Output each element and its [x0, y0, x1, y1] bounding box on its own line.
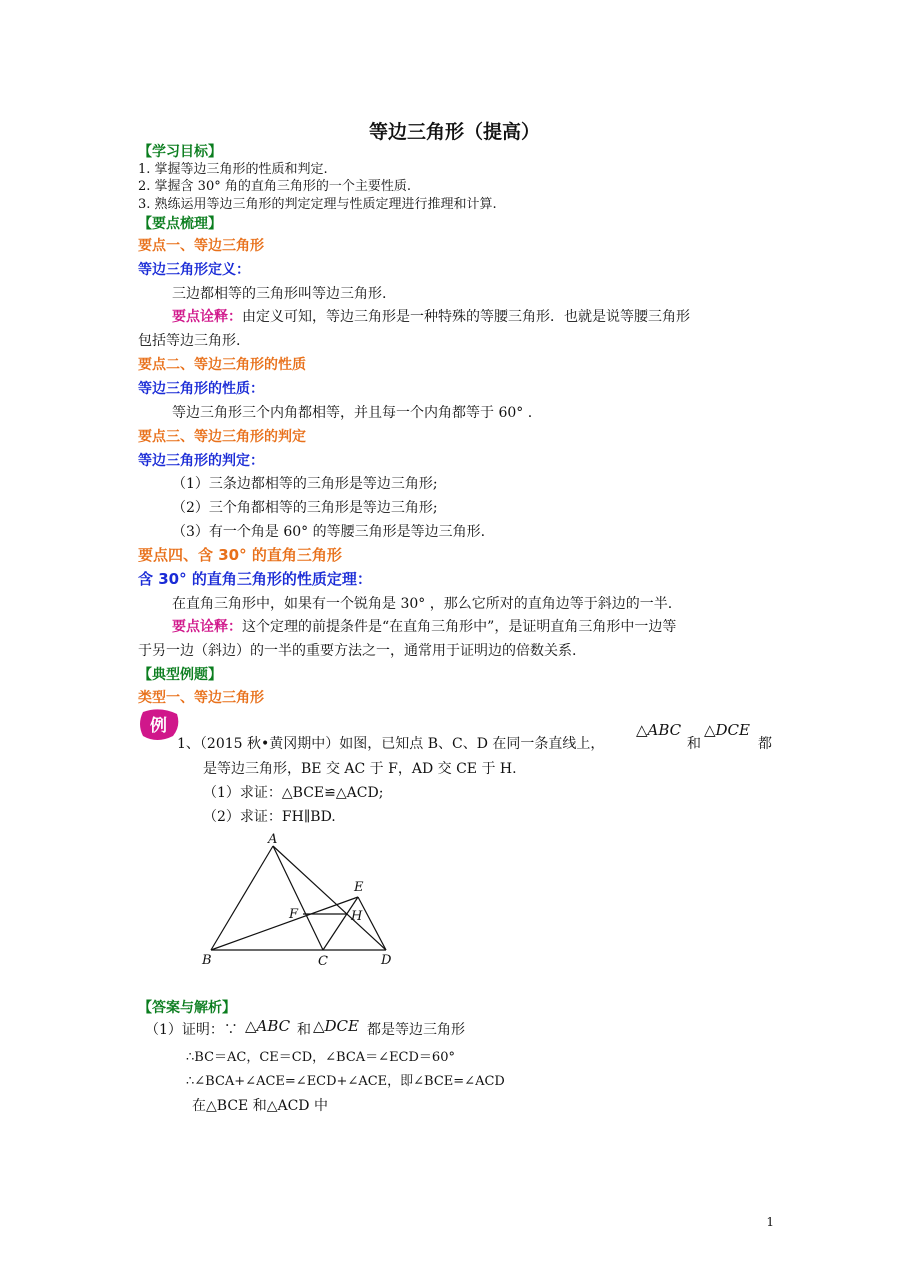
point3-subheading: 等边三角形的判定：: [138, 453, 264, 469]
goal-item-2: 2. 掌握含 30° 角的直角三角形的一个主要性质.: [138, 179, 411, 194]
label-f: F: [289, 907, 299, 922]
point4-heading: 要点四、含 30° 的直角三角形: [138, 546, 342, 564]
answer-line1-end: 都是等边三角形: [367, 1022, 465, 1038]
example-badge-icon: [139, 708, 181, 742]
q1-line1-text: 1、（2015 秋•黄冈期中）如图，已知点 B、C、D 在同一条直线上，: [177, 736, 605, 752]
segment-ac: [273, 846, 323, 950]
point3-item-1: （1）三条边都相等的三角形是等边三角形;: [172, 476, 438, 492]
label-b: B: [202, 953, 212, 968]
point1-note-label: 要点诠释：: [172, 309, 242, 325]
point4-note-line1: [172, 616, 676, 636]
q1-line2: 是等边三角形，BE 交 AC 于 F，AD 交 CE 于 H.: [203, 761, 517, 777]
examples-heading: 【典型例题】: [138, 667, 222, 683]
answer-triangle-abc: △ABC: [245, 1017, 291, 1035]
q1-and: 和: [687, 736, 701, 752]
key-points-heading: 【要点梳理】: [138, 216, 222, 232]
point2-text: 等边三角形三个内角都相等，并且每一个内角都等于 60° .: [172, 405, 533, 421]
label-e: E: [354, 880, 364, 895]
label-d: D: [381, 953, 392, 968]
geometry-figure: [196, 830, 406, 975]
answer-line4: 在△BCE 和△ACD 中: [192, 1098, 328, 1114]
example-badge-text: 例: [150, 716, 167, 736]
point1-note-line2: 包括等边三角形.: [138, 333, 241, 349]
label-h: H: [351, 909, 363, 924]
answer-heading: 【答案与解析】: [138, 1000, 236, 1016]
answer-line3: ∴∠BCA+∠ACE=∠ECD+∠ACE，即∠BCE=∠ACD: [186, 1074, 505, 1089]
point1-note-text: 由定义可知，等边三角形是一种特殊的等腰三角形．也就是说等腰三角形: [242, 309, 690, 325]
point3-item-2: （2）三个角都相等的三角形是等边三角形;: [172, 500, 438, 516]
q1-line1-end: 都: [758, 736, 772, 752]
page-number: 1: [766, 1215, 774, 1229]
point3-heading: 要点三、等边三角形的判定: [138, 429, 306, 445]
answer-triangle-dce: △DCE: [313, 1017, 359, 1035]
point3-item-3: （3）有一个角是 60° 的等腰三角形是等边三角形.: [172, 524, 486, 540]
segment-be: [211, 897, 358, 950]
answer-line1-start: （1）证明：∵: [145, 1022, 238, 1038]
segment-ab: [211, 846, 273, 950]
point2-subheading: 等边三角形的性质：: [138, 381, 264, 397]
example-type1-heading: 类型一、等边三角形: [138, 690, 264, 706]
segment-ad: [273, 846, 386, 950]
goal-item-1: 1. 掌握等边三角形的性质和判定.: [138, 162, 328, 177]
label-c: C: [318, 954, 328, 969]
point1-heading: 要点一、等边三角形: [138, 238, 264, 254]
page-title: 等边三角形（提高）: [368, 121, 540, 143]
point2-heading: 要点二、等边三角形的性质: [138, 357, 306, 373]
label-a: A: [268, 832, 278, 847]
point1-subheading: 等边三角形定义：: [138, 262, 250, 278]
figure-svg: [196, 830, 406, 975]
goal-item-3: 3. 熟练运用等边三角形的判定定理与性质定理进行推理和计算.: [138, 197, 497, 212]
learning-goals-heading: 【学习目标】: [138, 144, 222, 160]
point4-note-text: 这个定理的前提条件是“在直角三角形中”，是证明直角三角形中一边等: [242, 619, 677, 635]
point4-text: 在直角三角形中，如果有一个锐角是 30° ，那么它所对的直角边等于斜边的一半.: [172, 596, 673, 612]
point1-note-line1: [172, 306, 690, 326]
point1-text: 三边都相等的三角形叫等边三角形.: [172, 286, 387, 302]
answer-line2: ∴BC＝AC，CE＝CD，∠BCA＝∠ECD＝60°: [186, 1050, 455, 1065]
q1-part1: （1）求证：△BCE≌△ACD;: [203, 785, 384, 801]
q1-line1: [177, 733, 604, 753]
q1-triangle-dce: △DCE: [704, 721, 750, 739]
point4-subheading: 含 30° 的直角三角形的性质定理：: [138, 570, 372, 588]
answer-and: 和: [297, 1022, 311, 1038]
example-badge: [139, 708, 181, 742]
point4-note-label: 要点诠释：: [172, 619, 242, 635]
point4-note-line2: 于另一边（斜边）的一半的重要方法之一，通常用于证明边的倍数关系.: [138, 643, 577, 659]
q1-triangle-abc: △ABC: [636, 721, 682, 739]
q1-part2: （2）求证：FH∥BD.: [203, 809, 336, 825]
